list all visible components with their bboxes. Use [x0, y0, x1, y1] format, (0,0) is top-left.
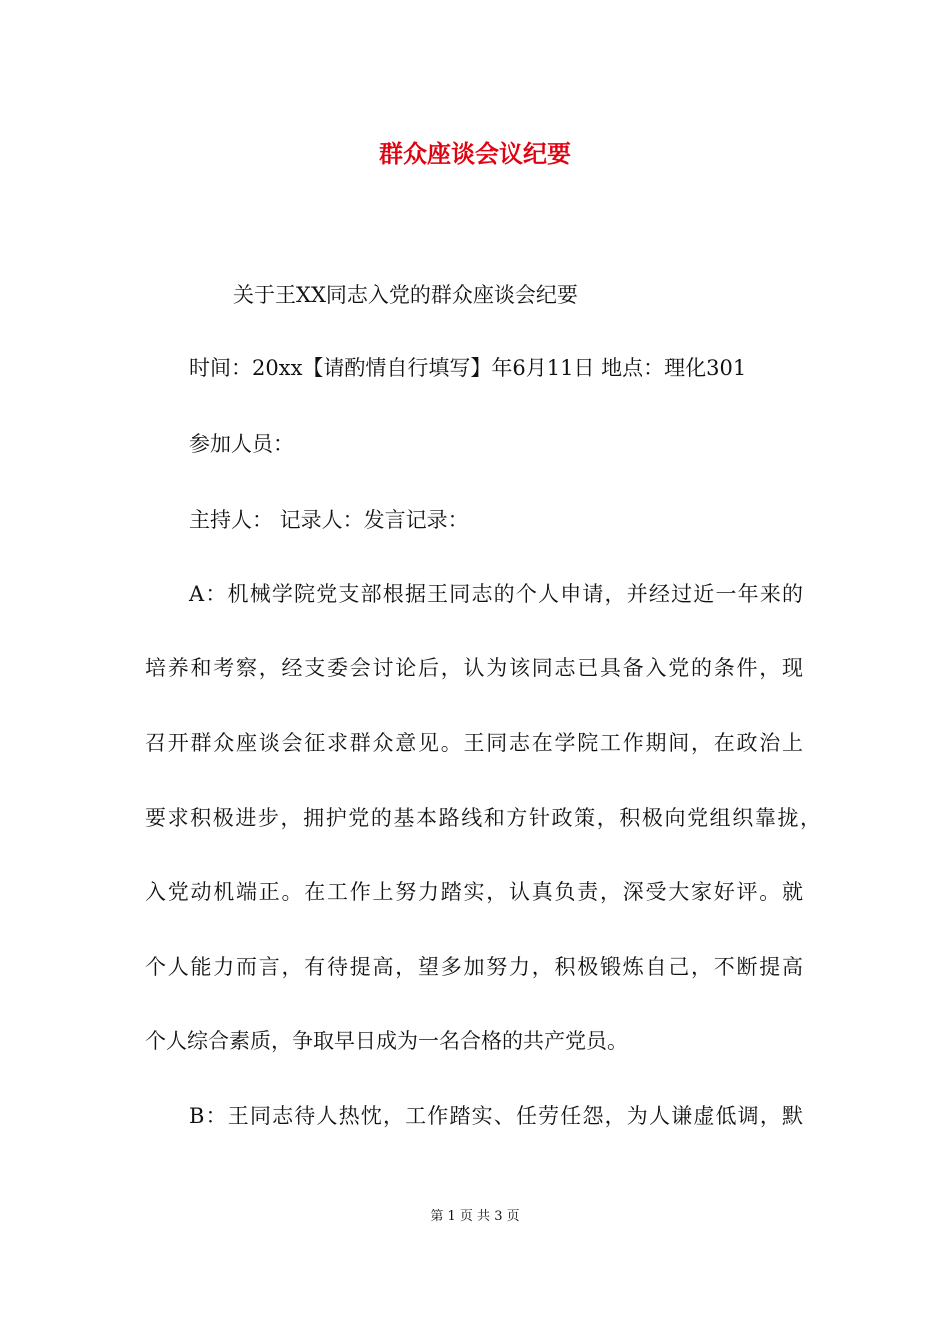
paragraph-a-line-6: 个人能力而言，有待提高，望多加努力，积极锻炼自己，不断提高: [145, 955, 803, 979]
paragraph-a-line-5: 入党动机端正。在工作上努力踏实，认真负责，深受大家好评。就: [145, 880, 803, 904]
paragraph-a-line-2: 培养和考察，经支委会讨论后，认为该同志已具备入党的条件，现: [145, 656, 803, 680]
paragraph-a-line-1: A：机械学院党支部根据王同志的个人申请，并经过近一年来的: [189, 582, 803, 606]
time-location-line: 时间：20xx【请酌情自行填写】年6月11日 地点：理化301: [189, 356, 747, 380]
page-number-footer: 第 1 页 共 3 页: [430, 1209, 520, 1224]
paragraph-b-line-1: B：王同志待人热忱，工作踏实、任劳任怨，为人谦虚低调，默: [189, 1104, 803, 1128]
host-recorder-line: 主持人： 记录人：发言记录：: [189, 508, 469, 532]
document-title: 群众座谈会议纪要: [379, 139, 571, 168]
participants-line: 参加人员：: [189, 432, 294, 456]
paragraph-a-line-7: 个人综合素质，争取早日成为一名合格的共产党员。: [145, 1029, 628, 1053]
subject-line: 关于王XX同志入党的群众座谈会纪要: [233, 283, 578, 307]
paragraph-a-line-4: 要求积极进步，拥护党的基本路线和方针政策，积极向党组织靠拢，: [145, 806, 821, 830]
paragraph-a-line-3: 召开群众座谈会征求群众意见。王同志在学院工作期间，在政治上: [145, 731, 803, 755]
